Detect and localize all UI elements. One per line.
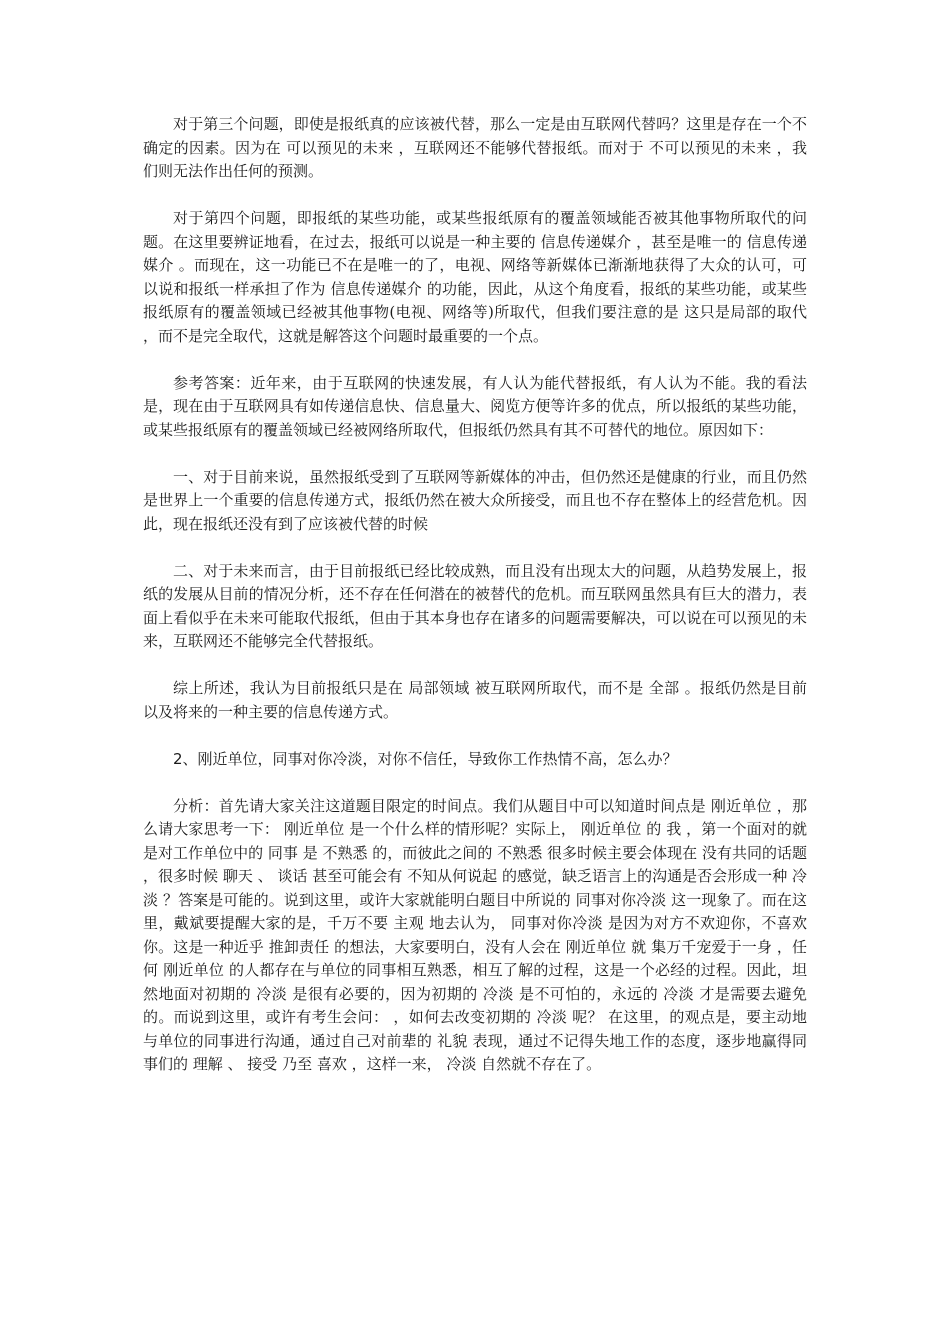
document-page (143, 113, 807, 1100)
paragraph-analysis: 分析：首先请大家关注这道题目限定的时间点。我们从题目中可以知道时间点是 刚近单位 ，那么请大家思考一下： 刚近单位 是一个什么样的情形呢？实际上， 刚近单位 的 我 ，第一个面对的就是对工作单位中的 同事 是 不熟悉 的，而彼此之间的 不熟悉 很多时候主要会体现在 没有共同的话题 ，很多时候 聊天 、 谈话 甚至可能会有 不知从何说起 的感觉，缺乏语言上的沟通是否会形成一种 冷淡 ？答案是可能的。说到这里，或许大家就能明白题目中所说的 同事对你冷淡 这一现象了。而在这里，戴斌要提醒大家的是，千万不要 主观 地去认为， 同事对你冷淡 是因为对方不欢迎你，不喜欢你。这是一种近乎 推卸责任 的想法，大家要明白，没有人会在 刚近单位 就 集万千宠爱于一身 ，任何 刚近单位 的人都存在与单位的同事相互熟悉，相互了解的过程，这是一个必经的过程。因此，坦然地面对初期的 冷淡 是很有必要的，因为初期的 冷淡 是不可怕的，永远的 冷淡 才是需要去避免的。而说到这里，或许有考生会问： ，如何去改变初期的 冷淡 呢？ 在这里，的观点是，要主动地与单位的同事进行沟通，通过自己对前辈的 礼貌 表现，通过不记得失地工作的态度，逐步地赢得同事们的 理解 、 接受 乃至 喜欢 ，这样一来， 冷淡 自然就不存在了。 (143, 796, 807, 1073)
paragraph-reference-answer: 参考答案：近年来，由于互联网的快速发展，有人认为能代替报纸，有人认为不能。我的看法是，现在由于互联网具有如传递信息快、信息量大、阅览方便等许多的优点，所以报纸的某些功能，或某些报纸原有的覆盖领域已经被网络所取代，但报纸仍然具有其不可替代的地位。原因如下： (143, 373, 807, 439)
paragraph-point-two: 二、对于未来而言，由于目前报纸已经比较成熟，而且没有出现太大的问题，从趋势发展上，报纸的发展从目前的情况分析，还不存在任何潜在的被替代的危机。而互联网虽然具有巨大的潜力，表面上看似乎在未来可能取代报纸，但由于其本身也存在诸多的问题需要解决，可以说在可以预见的未来，互联网还不能够完全代替报纸。 (143, 561, 807, 650)
paragraph-point-one: 一、对于目前来说，虽然报纸受到了互联网等新媒体的冲击，但仍然还是健康的行业，而且仍然是世界上一个重要的信息传递方式，报纸仍然在被大众所接受，而且也不存在整体上的经营危机。因此，现在报纸还没有到了应该被代替的时候 (143, 467, 807, 533)
paragraph-conclusion: 综上所述，我认为目前报纸只是在 局部领域 被互联网所取代，而不是 全部 。报纸仍然是目前以及将来的一种主要的信息传递方式。 (143, 679, 807, 721)
question-heading: 2、刚近单位，同事对你冷淡，对你不信任，导致你工作热情不高，怎么办？ (173, 749, 678, 768)
paragraph-question-three: 对于第三个问题，即使是报纸真的应该被代替，那么一定是由互联网代替吗？这里是存在一个不确定的因素。因为在 可以预见的未来 ，互联网还不能够代替报纸。而对于 不可以预见的未来 ，我们则无法作出任何的预测。 (143, 115, 807, 180)
paragraph-question-four: 对于第四个问题，即报纸的某些功能，或某些报纸原有的覆盖领域能否被其他事物所取代的问题。在这里要辨证地看，在过去，报纸可以说是一种主要的 信息传递媒介 ，甚至是唯一的 信息传递媒介 。而现在，这一功能已不在是唯一的了，电视、网络等新媒体已渐渐地获得了大众的认可，可以说和报纸一样承担了作为 信息传递媒介 的功能，因此，从这个角度看，报纸的某些功能，或某些报纸原有的覆盖领域已经被其他事物(电视、网络等)所取代，但我们要注意的是 这只是局部的取代 ，而不是完全取代，这就是解答这个问题时最重要的一个点。 (143, 209, 807, 345)
